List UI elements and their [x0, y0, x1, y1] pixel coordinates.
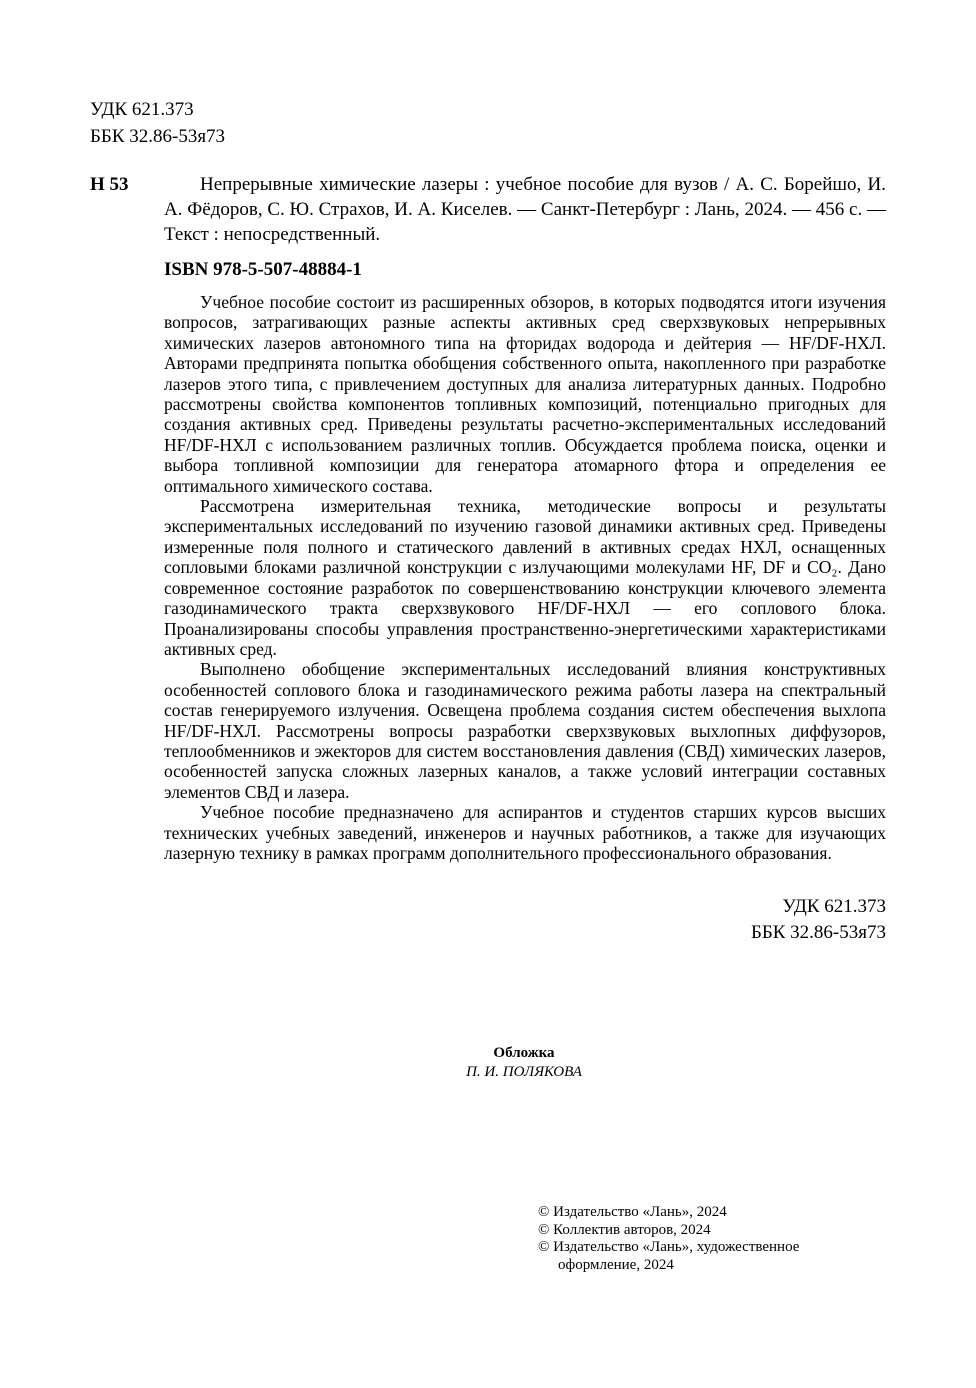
classification-codes-bottom	[751, 894, 886, 946]
copyright-block	[538, 1204, 799, 1274]
copyright-line: © Издательство «Лань», художественное	[538, 1239, 800, 1255]
copyright-line: © Издательство «Лань», 2024	[538, 1204, 727, 1220]
annotation	[164, 292, 886, 863]
bbk-code: ББК 32.86-53я73	[90, 126, 226, 147]
cover-label: Обложка	[493, 1045, 555, 1061]
bbk-code: ББК 32.86-53я73	[750, 922, 886, 943]
author-sign: Н 53	[90, 174, 129, 195]
udk-code: УДК 621.373	[90, 99, 194, 120]
annotation-paragraph: Рассмотрена измерительная техника, методические вопросы и результаты экспериментальных исследований по изучению газовой динамики активных сред. Приведены измеренные поля полного и статического давлений в активных средах НХЛ, оснащенных сопловыми блоками различной конструкции с излучающими молекулами HF, DF и CO₂. Дано современное состояние разработок по совершенствованию конструкции ключевого элемента газодинамического тракта сверхзвукового HF/DF-НХЛ — его соплового блока. Проанализированы способы управления пространственно-энергетическими характеристиками активных сред.	[164, 496, 886, 659]
udk-code: УДК 621.373	[782, 896, 886, 917]
annotation-paragraph: Учебное пособие состоит из расширенных обзоров, в которых подводятся итоги изучения вопросов, затрагивающих разные аспекты активных сред сверхзвуковых непрерывных химических лазеров автономного типа на фторидах водорода и дейтерия — HF/DF-НХЛ. Авторами предпринята попытка обобщения собственного опыта, накопленного при разработке лазеров этого типа, с привлечением доступных для анализа литературных данных. Подробно рассмотрены свойства компонентов топливных композиций, потенциально пригодных для создания активных сред. Приведены результаты расчетно-экспериментальных исследований HF/DF-НХЛ с использованием различных топлив. Обсуждается проблема поиска, оценки и выбора топливной композиции для генератора атомарного фтора и определения ее оптимального химического состава.	[164, 292, 886, 496]
copyright-line: © Коллектив авторов, 2024	[538, 1221, 711, 1238]
cover-credit	[0, 1044, 976, 1082]
copyright-line: оформление, 2024	[558, 1256, 674, 1273]
isbn: ISBN 978-5-507-48884-1	[164, 259, 362, 280]
annotation-paragraph: Выполнено обобщение экспериментальных исследований влияния конструктивных особенностей соплового блока и газодинамического режима работы лазера на спектральный состав генерируемого излучения. Освещена проблема создания систем обеспечения выхлопа HF/DF-НХЛ. Рассмотрены вопросы разработки сверхзвуковых выхлопных диффузоров, теплообменников и эжекторов для систем восстановления давления (СВД) химических лазеров, особенностей запуска сложных лазерных каналов, а также условий интеграции составных элементов СВД и лазера.	[164, 659, 886, 802]
annotation-paragraph: Учебное пособие предназначено для аспирантов и студентов старших курсов высших технических учебных заведений, инженеров и научных работников, а также для изучающих лазерную технику в рамках программ дополнительного профессионального образования.	[164, 802, 886, 863]
classification-codes-top	[90, 96, 225, 150]
cover-designer: П. И. ПОЛЯКОВА	[466, 1064, 582, 1080]
bibliographic-record: Непрерывные химические лазеры : учебное пособие для вузов / А. С. Борейшо, И. А. Фёдоров, С. Ю. Страхов, И. А. Киселев. — Санкт-Петербург : Лань, 2024. — 456 с. — Текст : непосредственный.	[164, 174, 886, 245]
